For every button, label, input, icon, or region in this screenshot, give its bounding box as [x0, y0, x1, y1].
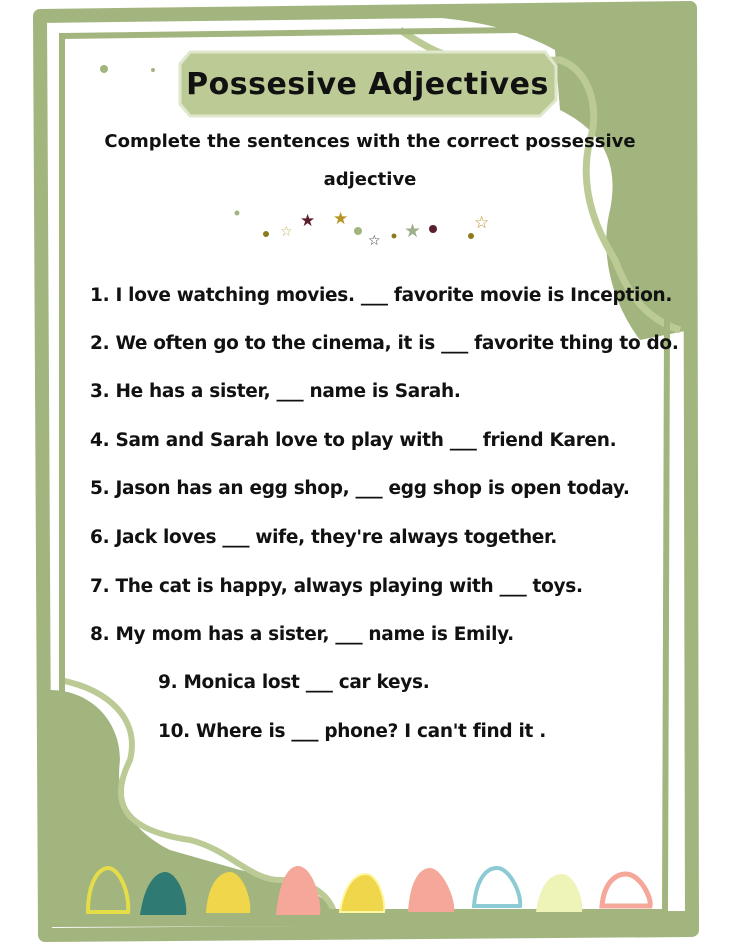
instructions-line-1: Complete the sentences with the correct possessive — [104, 131, 636, 152]
exercise-item-3: 3. He has a sister, ___ name is Sarah. — [90, 381, 461, 402]
svg-text:☆: ☆ — [474, 213, 490, 233]
svg-text:★: ★ — [300, 211, 316, 231]
exercise-item-4: 4. Sam and Sarah love to play with ___ friend Karen. — [90, 430, 617, 451]
exercise-item-5: 5. Jason has an egg shop, ___ egg shop is open today. — [90, 478, 630, 499]
exercise-item-7: 7. The cat is happy, always playing with ___ toys. — [90, 576, 583, 597]
exercise-item-6: 6. Jack loves ___ wife, they're always together. — [90, 527, 557, 548]
svg-text:★: ★ — [404, 220, 422, 242]
exercise-item-10: 10. Where is ___ phone? I can't find it . — [158, 721, 546, 742]
exercise-item-8: 8. My mom has a sister, ___ name is Emily. — [90, 624, 514, 645]
worksheet-title: Possesive Adjectives — [186, 66, 549, 102]
exercise-item-1: 1. I love watching movies. ___ favorite movie is Inception. — [90, 285, 673, 306]
instructions-line-2: adjective — [323, 169, 417, 190]
svg-text:★: ★ — [333, 209, 349, 229]
svg-text:☆: ☆ — [280, 224, 293, 240]
exercise-item-9: 9. Monica lost ___ car keys. — [158, 672, 430, 693]
stars-decoration — [235, 209, 490, 249]
svg-text:☆: ☆ — [368, 233, 381, 249]
exercise-item-2: 2. We often go to the cinema, it is ___ favorite thing to do. — [90, 333, 679, 354]
